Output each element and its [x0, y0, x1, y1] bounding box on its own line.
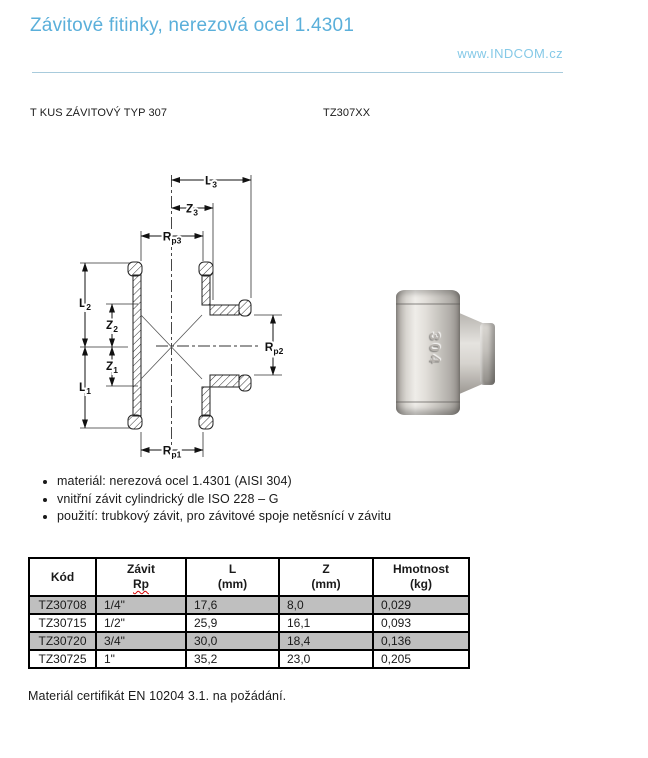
- table-row: TZ30725 1" 35,2 23,0 0,205: [29, 650, 469, 668]
- extension-lines: [80, 175, 282, 457]
- spec-item: • vnitřní závit cylindrický dle ISO 228 – G: [57, 491, 391, 509]
- table-row: TZ30720 3/4" 30,0 18,4 0,136: [29, 632, 469, 650]
- col-header-l: L (mm): [186, 558, 279, 596]
- product-code: TZ307XX: [323, 107, 371, 119]
- website-link[interactable]: www.INDCOM.cz: [457, 46, 563, 61]
- photo-rim-bottom: [396, 401, 460, 403]
- spec-list: [38, 473, 391, 526]
- dimension-labels: [79, 174, 284, 460]
- dim-label-z1: $Z_1$: [105, 359, 119, 375]
- table-row: TZ30715 1/2" 25,9 16,1 0,093: [29, 614, 469, 632]
- page-title: Závitové fitinky, nerezová ocel 1.4301: [30, 15, 355, 36]
- dim-label-z2: $Z_2$: [105, 318, 119, 334]
- header-divider: [32, 72, 563, 73]
- product-name: T KUS ZÁVITOVÝ TYP 307: [30, 107, 168, 119]
- table-row: TZ30708 1/4" 17,6 8,0 0,029: [29, 596, 469, 614]
- dim-label-l1: $L_1$: [78, 380, 92, 396]
- dim-label-l3: $L_3$: [204, 173, 218, 190]
- fitting-cross-section: [128, 262, 251, 429]
- photo-rim-top: [396, 303, 460, 305]
- col-header-hmotnost: Hmotnost (kg): [373, 558, 469, 596]
- photo-embossed-text: 304: [426, 332, 443, 367]
- col-header-zavit: Závit Rp: [96, 558, 186, 596]
- photo-branch-cap: [480, 323, 495, 385]
- spec-item: • použití: trubkový závit, pro závitové spoje netěsnící v závitu: [57, 508, 391, 526]
- col-header-kod: Kód: [29, 558, 96, 596]
- dim-label-rp3: $R_{p3}$: [162, 229, 182, 246]
- technical-drawing: [58, 165, 310, 465]
- col-header-z: Z (mm): [279, 558, 373, 596]
- product-photo: [385, 285, 500, 420]
- dim-label-rp2: $R_{p2}$: [264, 340, 284, 356]
- certificate-note: Materiál certifikát EN 10204 3.1. na požádání.: [28, 689, 287, 703]
- spec-item: • materiál: nerezová ocel 1.4301 (AISI 304): [57, 473, 391, 491]
- dim-label-rp1: $R_{p1}$: [162, 443, 182, 460]
- table-header-row: [29, 558, 469, 596]
- dim-label-z3: $Z_3$: [185, 201, 199, 218]
- dimension-table: [28, 557, 470, 669]
- dim-label-l2: $L_2$: [78, 296, 92, 312]
